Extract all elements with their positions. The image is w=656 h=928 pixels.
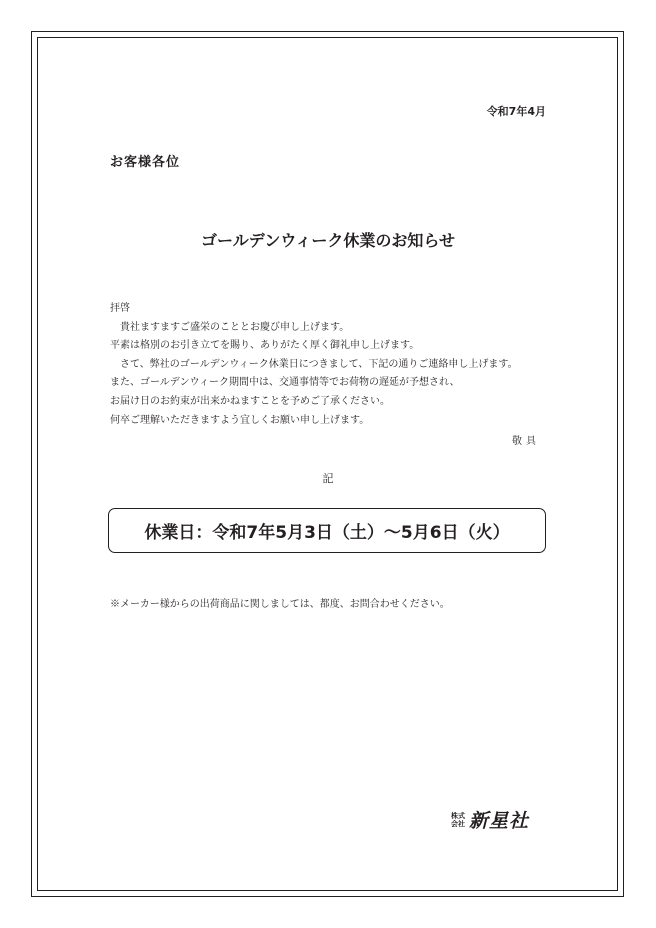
opening-greeting: 拝啓 [110,303,130,314]
body-line: さて、弊社のゴールデンウィーク休業日につきまして、下記の通りご連絡申し上げます。 [120,358,518,370]
company-type-top: 株式 [451,811,465,820]
issue-date: 令和7年4月 [486,105,546,118]
holiday-box [108,508,546,553]
holiday-period: 休業日：令和7年5月3日（土）～5月6日（火） [144,523,510,543]
letter-body [110,300,550,430]
body-line: また、ゴールデンウィーク期間中は、交通事情等でお荷物の遅延が予想され、 [110,377,460,389]
recipient: お客様各位 [110,155,181,170]
body-line: 何卒ご理解いただきますよう宜しくお願い申し上げます。 [110,414,370,426]
notice-title: ゴールデンウィーク休業のお知らせ [201,231,455,250]
company-type [451,812,465,828]
body-line: お届け日のお約束が出来かねますことを予めご了承ください。 [110,395,390,407]
closing-salutation: 敬具 [512,436,540,447]
company-name: 新星社 [469,810,530,832]
footnote: ※メーカー様からの出荷商品に関しましては、都度、お問合わせください。 [110,599,450,610]
company-type-bottom: 会社 [451,819,465,828]
ki-heading: 記 [322,472,334,485]
body-line: 貴社ますますご盛栄のこととお慶び申し上げます。 [120,321,350,333]
body-line: 平素は格別のお引き立てを賜り、ありがたく厚く御礼申し上げます。 [110,340,420,352]
company-logo [451,806,529,833]
